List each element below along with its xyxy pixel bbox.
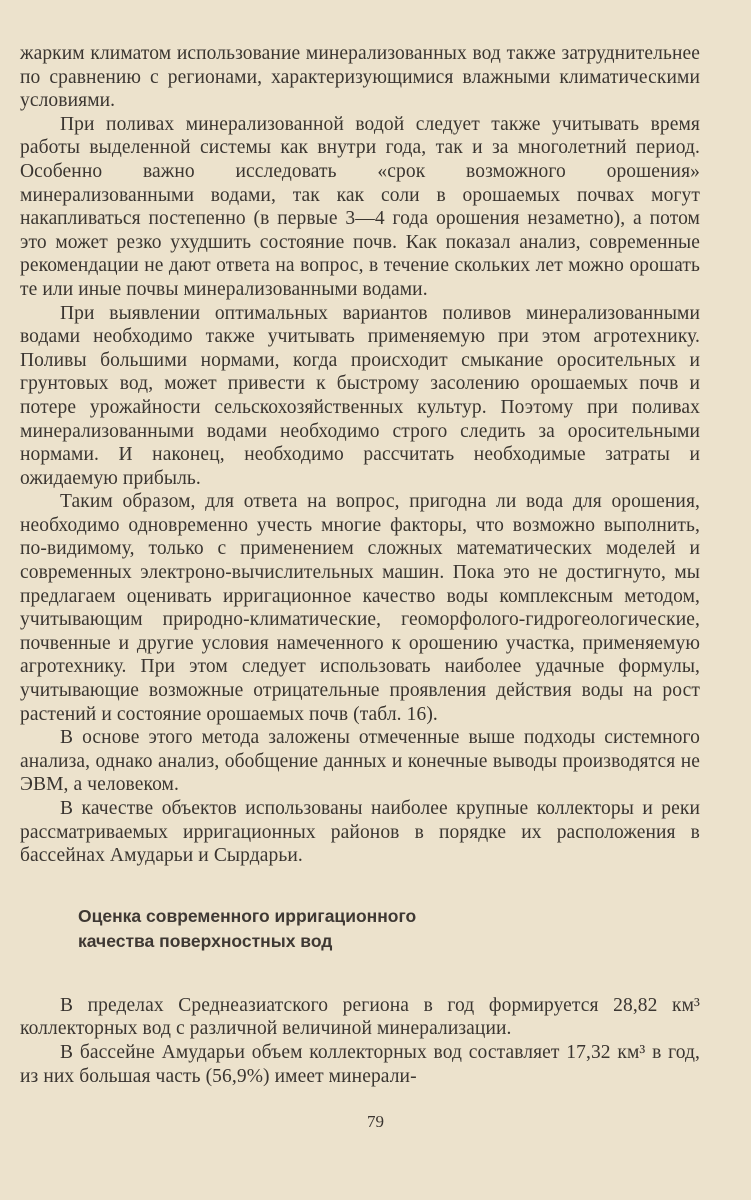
page-number: 79 [367, 1112, 384, 1131]
paragraph-region-volume: В пределах Среднеазиатского региона в год формируется 28,82 км³ коллекторных вод с различной величиной минерализации. [20, 994, 700, 1040]
paragraph-complex-method: Таким образом, для ответа на вопрос, пригодна ли вода для орошения, необходимо одновременно учесть многие факторы, что возможно выполнить, по-видимому, только с применением сложных математических моделей и современных электроно-вычислительных машин. Пока это не достигнуто, мы предлагаем оценивать ирригационное качество воды комплексным методом, учитывающим природно-климатические, геоморфолого-гидрогеологические, почвенные и другие условия намеченного к орошению участка, применяемую агротехнику. При этом следует использовать наиболее удачные формулы, учитывающие возможные отрицательные проявления действия воды на рост растений и состояние орошаемых почв (табл. 16). [20, 491, 700, 725]
paragraph-agrotechnics: При выявлении оптимальных вариантов поливов минерализованными водами необходимо также учитывать применяемую при этом агротехнику. Поливы большими нормами, когда происходит смыкание оросительных и грунтовых вод, может привести к быстрому засолению орошаемых почв и потере урожайности сельскохозяйственных культур. Поэтому при поливах минерализованными водами необходимо строго следить за оросительными нормами. И наконец, необходимо рассчитать необходимые затраты и ожидаемую прибыль. [20, 302, 700, 489]
section-heading-line-2: качества поверхностных вод [78, 930, 333, 951]
section-heading-line-1: Оценка современного ирригационного [78, 905, 417, 926]
paragraph-amudarya-volume: В бассейне Амударьи объем коллекторных вод составляет 17,32 км³ в год, из них большая часть (56,9%) имеет минерали- [20, 1041, 700, 1087]
section-heading [78, 904, 700, 954]
paragraph-continuation: жарким климатом использование минерализованных вод также затруднительнее по сравнению с регионами, характеризующимися влажными климатическими условиями. [20, 43, 700, 112]
paragraph-system-analysis: В основе этого метода заложены отмеченные выше подходы системного анализа, однако анализ, обобщение данных и конечные выводы производятся не ЭВМ, а человеком. [20, 727, 700, 796]
page-body [20, 42, 700, 1088]
paragraph-irrigation-duration: При поливах минерализованной водой следует также учитывать время работы выделенной системы как внутри года, так и за многолетний период. Особенно важно исследовать «срок возможного орошения» минерализованными водами, так как соли в орошаемых почвах могут накапливаться постепенно (в первые 3—4 года орошения незаметно), а потом это может резко ухудшить состояние почв. Как показал анализ, современные рекомендации не дают ответа на вопрос, в течение скольких лет можно орошать те или иные почвы минерализованными водами. [20, 113, 700, 300]
paragraph-objects: В качестве объектов использованы наиболее крупные коллекторы и реки рассматриваемых ирригационных районов в порядке их расположения в бассейнах Амударьи и Сырдарьи. [20, 798, 700, 867]
